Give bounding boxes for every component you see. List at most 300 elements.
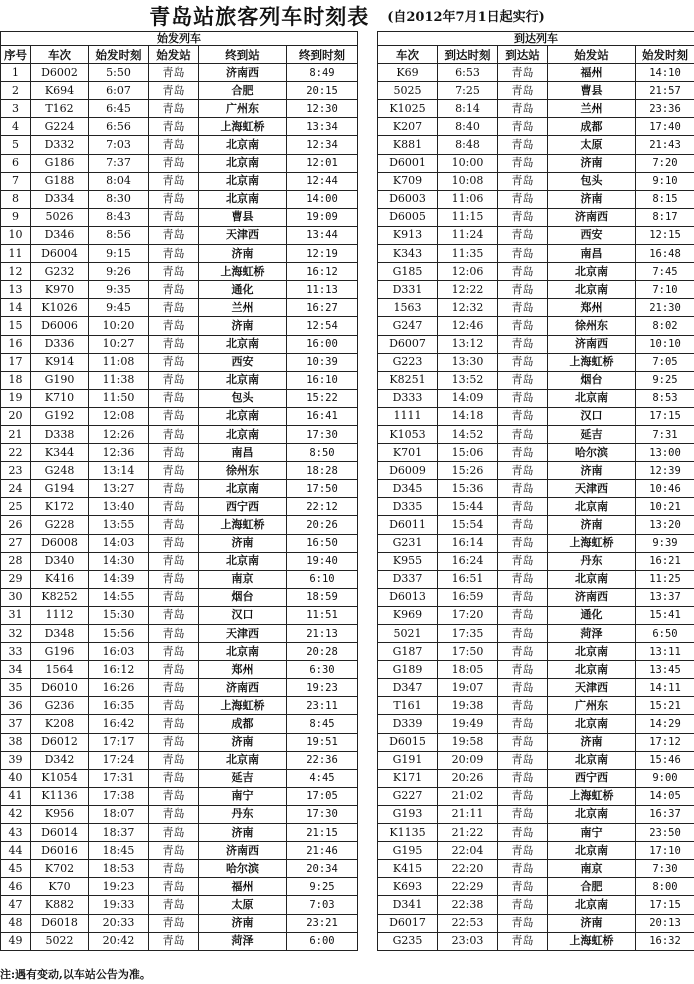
arrivals-row bbox=[378, 64, 694, 82]
departures-cell: K70 bbox=[31, 878, 89, 896]
departures-cell: 13:40 bbox=[89, 498, 149, 516]
arrivals-row bbox=[378, 190, 694, 208]
arrivals-cell: 20:26 bbox=[438, 769, 498, 787]
arrivals-cell: 北京南 bbox=[548, 570, 636, 588]
arrivals-cell: 青岛 bbox=[498, 824, 548, 842]
departures-cell: 49 bbox=[1, 932, 31, 950]
departures-cell: 25 bbox=[1, 498, 31, 516]
departures-cell: 北京南 bbox=[199, 154, 287, 172]
departures-cell: 3 bbox=[1, 100, 31, 118]
departures-cell: 13:14 bbox=[89, 462, 149, 480]
departures-cell: G232 bbox=[31, 263, 89, 281]
departures-row bbox=[1, 588, 358, 606]
arrivals-cell: D6003 bbox=[378, 190, 438, 208]
departures-cell: 19 bbox=[1, 389, 31, 407]
departures-cell: D346 bbox=[31, 226, 89, 244]
arrivals-cell: 15:36 bbox=[438, 480, 498, 498]
departures-cell: 青岛 bbox=[149, 425, 199, 443]
arrivals-cell: D341 bbox=[378, 896, 438, 914]
departures-row bbox=[1, 444, 358, 462]
arrivals-cell: 延吉 bbox=[548, 425, 636, 443]
arrivals-cell: 北京南 bbox=[548, 263, 636, 281]
arrivals-cell: 7:31 bbox=[636, 425, 694, 443]
departures-row bbox=[1, 371, 358, 389]
footer-note: 注:遇有变动,以车站公告为准。 bbox=[0, 968, 151, 981]
arrivals-cell: 北京南 bbox=[548, 842, 636, 860]
arrivals-row bbox=[378, 679, 694, 697]
arrivals-cell: K1025 bbox=[378, 100, 438, 118]
arrivals-cell: 青岛 bbox=[498, 172, 548, 190]
departures-cell: 10:27 bbox=[89, 335, 149, 353]
arrivals-cell: 菏泽 bbox=[548, 625, 636, 643]
arrivals-cell: 北京南 bbox=[548, 281, 636, 299]
arrivals-row bbox=[378, 100, 694, 118]
departures-column-header: 始发站 bbox=[149, 46, 199, 64]
arrivals-cell: 青岛 bbox=[498, 480, 548, 498]
departures-cell: 9:25 bbox=[287, 878, 358, 896]
departures-row bbox=[1, 462, 358, 480]
arrivals-cell: 8:48 bbox=[438, 136, 498, 154]
arrivals-row bbox=[378, 914, 694, 932]
arrivals-cell: 郑州 bbox=[548, 299, 636, 317]
arrivals-cell: 11:25 bbox=[636, 570, 694, 588]
departures-cell: D334 bbox=[31, 190, 89, 208]
departures-cell: 6:45 bbox=[89, 100, 149, 118]
departures-cell: 青岛 bbox=[149, 516, 199, 534]
arrivals-cell: 广州东 bbox=[548, 697, 636, 715]
departures-row bbox=[1, 625, 358, 643]
arrivals-cell: 16:48 bbox=[636, 245, 694, 263]
arrivals-cell: 青岛 bbox=[498, 751, 548, 769]
departures-cell: 18:59 bbox=[287, 588, 358, 606]
departures-cell: 青岛 bbox=[149, 389, 199, 407]
departures-row bbox=[1, 878, 358, 896]
arrivals-cell: 19:07 bbox=[438, 679, 498, 697]
arrivals-cell: 15:41 bbox=[636, 606, 694, 624]
departures-cell: 16:12 bbox=[89, 661, 149, 679]
departures-cell: 青岛 bbox=[149, 805, 199, 823]
arrivals-cell: 18:05 bbox=[438, 661, 498, 679]
departures-cell: 青岛 bbox=[149, 245, 199, 263]
arrivals-cell: 1563 bbox=[378, 299, 438, 317]
arrivals-cell: 北京南 bbox=[548, 643, 636, 661]
arrivals-cell: 青岛 bbox=[498, 118, 548, 136]
arrivals-cell: K969 bbox=[378, 606, 438, 624]
arrivals-cell: 14:10 bbox=[636, 64, 694, 82]
departures-cell: 青岛 bbox=[149, 842, 199, 860]
departures-cell: 北京南 bbox=[199, 751, 287, 769]
departures-row bbox=[1, 245, 358, 263]
arrivals-cell: 青岛 bbox=[498, 733, 548, 751]
arrivals-cell: 济南西 bbox=[548, 588, 636, 606]
departures-cell: K970 bbox=[31, 281, 89, 299]
departures-cell: 11:51 bbox=[287, 606, 358, 624]
departures-cell: 青岛 bbox=[149, 100, 199, 118]
departures-cell: 12:34 bbox=[287, 136, 358, 154]
departures-cell: K702 bbox=[31, 860, 89, 878]
departures-cell: 39 bbox=[1, 751, 31, 769]
departures-cell: G196 bbox=[31, 643, 89, 661]
departures-cell: 青岛 bbox=[149, 570, 199, 588]
departures-cell: 13:55 bbox=[89, 516, 149, 534]
departures-cell: 16:35 bbox=[89, 697, 149, 715]
departures-cell: 27 bbox=[1, 534, 31, 552]
arrivals-cell: 10:08 bbox=[438, 172, 498, 190]
arrivals-cell: 青岛 bbox=[498, 136, 548, 154]
departures-cell: 19:40 bbox=[287, 552, 358, 570]
arrivals-cell: D333 bbox=[378, 389, 438, 407]
arrivals-cell: 徐州东 bbox=[548, 317, 636, 335]
arrivals-cell: 北京南 bbox=[548, 805, 636, 823]
departures-cell: K172 bbox=[31, 498, 89, 516]
departures-cell: 徐州东 bbox=[199, 462, 287, 480]
departures-cell: 北京南 bbox=[199, 407, 287, 425]
departures-cell: 17:05 bbox=[287, 787, 358, 805]
departures-cell: 12:26 bbox=[89, 425, 149, 443]
arrivals-cell: 12:15 bbox=[636, 226, 694, 244]
arrivals-cell: 青岛 bbox=[498, 281, 548, 299]
departures-cell: 汉口 bbox=[199, 606, 287, 624]
arrivals-cell: 北京南 bbox=[548, 896, 636, 914]
departures-cell: 18 bbox=[1, 371, 31, 389]
arrivals-cell: 17:20 bbox=[438, 606, 498, 624]
arrivals-cell: 7:20 bbox=[636, 154, 694, 172]
arrivals-cell: 13:45 bbox=[636, 661, 694, 679]
departures-cell: 青岛 bbox=[149, 299, 199, 317]
departures-cell: 45 bbox=[1, 860, 31, 878]
departures-cell: 14 bbox=[1, 299, 31, 317]
arrivals-row bbox=[378, 172, 694, 190]
arrivals-cell: 15:54 bbox=[438, 516, 498, 534]
departures-cell: 37 bbox=[1, 715, 31, 733]
arrivals-cell: 青岛 bbox=[498, 462, 548, 480]
departures-cell: D338 bbox=[31, 425, 89, 443]
departures-cell: 28 bbox=[1, 552, 31, 570]
arrivals-cell: 南昌 bbox=[548, 245, 636, 263]
departures-cell: 48 bbox=[1, 914, 31, 932]
departures-cell: 6:10 bbox=[287, 570, 358, 588]
departures-cell: 11:08 bbox=[89, 353, 149, 371]
arrivals-cell: T161 bbox=[378, 697, 438, 715]
departures-cell: 11:38 bbox=[89, 371, 149, 389]
departures-cell: K208 bbox=[31, 715, 89, 733]
arrivals-body bbox=[378, 64, 694, 951]
arrivals-cell: K693 bbox=[378, 878, 438, 896]
arrivals-cell: 汉口 bbox=[548, 407, 636, 425]
departures-cell: 1564 bbox=[31, 661, 89, 679]
departures-cell: 青岛 bbox=[149, 914, 199, 932]
departures-cell: 26 bbox=[1, 516, 31, 534]
arrivals-cell: G193 bbox=[378, 805, 438, 823]
departures-cell: 44 bbox=[1, 842, 31, 860]
arrivals-cell: 青岛 bbox=[498, 860, 548, 878]
departures-cell: 17 bbox=[1, 353, 31, 371]
departures-cell: 青岛 bbox=[149, 480, 199, 498]
arrivals-cell: 22:04 bbox=[438, 842, 498, 860]
departures-cell: 青岛 bbox=[149, 552, 199, 570]
departures-cell: 北京南 bbox=[199, 425, 287, 443]
arrivals-cell: 14:29 bbox=[636, 715, 694, 733]
departures-cell: 23 bbox=[1, 462, 31, 480]
departures-cell: 23:11 bbox=[287, 697, 358, 715]
departures-cell: 32 bbox=[1, 625, 31, 643]
arrivals-cell: 济南 bbox=[548, 733, 636, 751]
departures-cell: D6010 bbox=[31, 679, 89, 697]
departures-cell: G236 bbox=[31, 697, 89, 715]
departures-cell: 8:45 bbox=[287, 715, 358, 733]
arrivals-cell: 8:15 bbox=[636, 190, 694, 208]
arrivals-cell: 13:12 bbox=[438, 335, 498, 353]
departures-cell: G248 bbox=[31, 462, 89, 480]
arrivals-row bbox=[378, 245, 694, 263]
departures-cell: 9:45 bbox=[89, 299, 149, 317]
departures-cell: 5022 bbox=[31, 932, 89, 950]
departures-cell: 5 bbox=[1, 136, 31, 154]
arrivals-column-header: 到达站 bbox=[498, 46, 548, 64]
departures-cell: 青岛 bbox=[149, 860, 199, 878]
arrivals-cell: 11:35 bbox=[438, 245, 498, 263]
departures-cell: 青岛 bbox=[149, 190, 199, 208]
arrivals-cell: 青岛 bbox=[498, 588, 548, 606]
arrivals-row bbox=[378, 335, 694, 353]
arrivals-cell: 青岛 bbox=[498, 335, 548, 353]
departures-cell: 4:45 bbox=[287, 769, 358, 787]
departures-table bbox=[0, 31, 358, 951]
arrivals-cell: 9:39 bbox=[636, 534, 694, 552]
arrivals-cell: 青岛 bbox=[498, 914, 548, 932]
arrivals-cell: 14:09 bbox=[438, 389, 498, 407]
arrivals-cell: 22:29 bbox=[438, 878, 498, 896]
arrivals-row bbox=[378, 498, 694, 516]
departures-cell: D6018 bbox=[31, 914, 89, 932]
arrivals-cell: 济南 bbox=[548, 516, 636, 534]
departures-cell: 北京南 bbox=[199, 190, 287, 208]
departures-row bbox=[1, 824, 358, 842]
departures-row bbox=[1, 842, 358, 860]
departures-row bbox=[1, 335, 358, 353]
arrivals-cell: 21:11 bbox=[438, 805, 498, 823]
arrivals-cell: 上海虹桥 bbox=[548, 534, 636, 552]
arrivals-cell: 青岛 bbox=[498, 407, 548, 425]
departures-row bbox=[1, 136, 358, 154]
arrivals-cell: 16:51 bbox=[438, 570, 498, 588]
departures-cell: 北京南 bbox=[199, 480, 287, 498]
arrivals-cell: G191 bbox=[378, 751, 438, 769]
arrivals-cell: 7:25 bbox=[438, 82, 498, 100]
arrivals-cell: 济南 bbox=[548, 462, 636, 480]
departures-cell: 济南西 bbox=[199, 842, 287, 860]
departures-cell: 7:03 bbox=[287, 896, 358, 914]
arrivals-row bbox=[378, 661, 694, 679]
arrivals-cell: 烟台 bbox=[548, 371, 636, 389]
departures-cell: 西宁西 bbox=[199, 498, 287, 516]
arrivals-row bbox=[378, 425, 694, 443]
departures-cell: 20:28 bbox=[287, 643, 358, 661]
departures-column-header: 车次 bbox=[31, 46, 89, 64]
departures-cell: 南昌 bbox=[199, 444, 287, 462]
departures-cell: 青岛 bbox=[149, 715, 199, 733]
departures-cell: 青岛 bbox=[149, 896, 199, 914]
departures-cell: 16:00 bbox=[287, 335, 358, 353]
arrivals-row bbox=[378, 281, 694, 299]
departures-cell: 40 bbox=[1, 769, 31, 787]
departures-cell: D348 bbox=[31, 625, 89, 643]
departures-cell: G190 bbox=[31, 371, 89, 389]
departures-cell: 上海虹桥 bbox=[199, 118, 287, 136]
arrivals-cell: 青岛 bbox=[498, 317, 548, 335]
departures-column-header: 始发时刻 bbox=[89, 46, 149, 64]
departures-cell: 青岛 bbox=[149, 697, 199, 715]
arrivals-cell: 8:17 bbox=[636, 208, 694, 226]
departures-header-row bbox=[1, 46, 358, 64]
departures-cell: 天津西 bbox=[199, 226, 287, 244]
departures-cell: 上海虹桥 bbox=[199, 263, 287, 281]
departures-row bbox=[1, 679, 358, 697]
departures-cell: 8:43 bbox=[89, 208, 149, 226]
departures-cell: 20:42 bbox=[89, 932, 149, 950]
arrivals-row bbox=[378, 932, 694, 950]
departures-cell: 青岛 bbox=[149, 371, 199, 389]
departures-cell: K710 bbox=[31, 389, 89, 407]
arrivals-row bbox=[378, 516, 694, 534]
departures-cell: 济南 bbox=[199, 317, 287, 335]
departures-cell: 43 bbox=[1, 824, 31, 842]
departures-cell: 青岛 bbox=[149, 769, 199, 787]
departures-cell: 22:36 bbox=[287, 751, 358, 769]
departures-cell: 33 bbox=[1, 643, 31, 661]
arrivals-row bbox=[378, 82, 694, 100]
arrivals-cell: 10:21 bbox=[636, 498, 694, 516]
arrivals-cell: 青岛 bbox=[498, 679, 548, 697]
arrivals-cell: 济南西 bbox=[548, 335, 636, 353]
departures-cell: 青岛 bbox=[149, 625, 199, 643]
arrivals-cell: D6007 bbox=[378, 335, 438, 353]
arrivals-cell: D6015 bbox=[378, 733, 438, 751]
departures-cell: 济南 bbox=[199, 914, 287, 932]
departures-cell: 11:13 bbox=[287, 281, 358, 299]
departures-cell: D6002 bbox=[31, 64, 89, 82]
departures-cell: 9 bbox=[1, 208, 31, 226]
arrivals-cell: D6001 bbox=[378, 154, 438, 172]
timetable-tables bbox=[0, 31, 694, 969]
arrivals-cell: 包头 bbox=[548, 172, 636, 190]
arrivals-cell: 7:10 bbox=[636, 281, 694, 299]
departures-cell: 13:34 bbox=[287, 118, 358, 136]
arrivals-cell: 青岛 bbox=[498, 299, 548, 317]
arrivals-cell: 济南 bbox=[548, 190, 636, 208]
departures-cell: 8:50 bbox=[287, 444, 358, 462]
departures-cell: 青岛 bbox=[149, 733, 199, 751]
departures-cell: 12:44 bbox=[287, 172, 358, 190]
arrivals-row bbox=[378, 842, 694, 860]
arrivals-row bbox=[378, 154, 694, 172]
arrivals-cell: 21:57 bbox=[636, 82, 694, 100]
arrivals-row bbox=[378, 697, 694, 715]
departures-cell: 12:19 bbox=[287, 245, 358, 263]
departures-row bbox=[1, 263, 358, 281]
arrivals-row bbox=[378, 787, 694, 805]
departures-cell: 21:13 bbox=[287, 625, 358, 643]
arrivals-cell: 上海虹桥 bbox=[548, 932, 636, 950]
departures-cell: 19:51 bbox=[287, 733, 358, 751]
departures-cell: 青岛 bbox=[149, 787, 199, 805]
arrivals-cell: 青岛 bbox=[498, 715, 548, 733]
departures-cell: 18:37 bbox=[89, 824, 149, 842]
arrivals-cell: 北京南 bbox=[548, 389, 636, 407]
arrivals-cell: 北京南 bbox=[548, 715, 636, 733]
arrivals-row bbox=[378, 462, 694, 480]
arrivals-cell: G187 bbox=[378, 643, 438, 661]
arrivals-cell: 23:50 bbox=[636, 824, 694, 842]
departures-cell: 8:04 bbox=[89, 172, 149, 190]
arrivals-cell: 青岛 bbox=[498, 82, 548, 100]
departures-cell: 12 bbox=[1, 263, 31, 281]
arrivals-row bbox=[378, 552, 694, 570]
arrivals-cell: 15:44 bbox=[438, 498, 498, 516]
departures-cell: K8252 bbox=[31, 588, 89, 606]
arrivals-cell: 青岛 bbox=[498, 498, 548, 516]
departures-cell: 青岛 bbox=[149, 643, 199, 661]
departures-cell: 通化 bbox=[199, 281, 287, 299]
departures-row bbox=[1, 606, 358, 624]
departures-cell: 12:01 bbox=[287, 154, 358, 172]
departures-cell: 北京南 bbox=[199, 371, 287, 389]
arrivals-cell: 13:37 bbox=[636, 588, 694, 606]
arrivals-cell: 青岛 bbox=[498, 100, 548, 118]
departures-cell: 合肥 bbox=[199, 82, 287, 100]
departures-cell: 青岛 bbox=[149, 281, 199, 299]
departures-row bbox=[1, 552, 358, 570]
departures-cell: 18:07 bbox=[89, 805, 149, 823]
departures-cell: 11:50 bbox=[89, 389, 149, 407]
departures-cell: 8:56 bbox=[89, 226, 149, 244]
arrivals-cell: 12:32 bbox=[438, 299, 498, 317]
arrivals-cell: 1111 bbox=[378, 407, 438, 425]
effective-date: (自2012年7月1日起实行) bbox=[387, 10, 545, 25]
departures-cell: 6:30 bbox=[287, 661, 358, 679]
departures-cell: 郑州 bbox=[199, 661, 287, 679]
departures-cell: 16:41 bbox=[287, 407, 358, 425]
arrivals-row bbox=[378, 299, 694, 317]
departures-cell: G194 bbox=[31, 480, 89, 498]
departures-cell: 7:03 bbox=[89, 136, 149, 154]
departures-row bbox=[1, 389, 358, 407]
arrivals-cell: 太原 bbox=[548, 136, 636, 154]
departures-cell: 12:54 bbox=[287, 317, 358, 335]
departures-cell: 17:30 bbox=[287, 805, 358, 823]
departures-cell: 福州 bbox=[199, 878, 287, 896]
arrivals-row bbox=[378, 805, 694, 823]
departures-cell: 青岛 bbox=[149, 353, 199, 371]
arrivals-cell: 21:22 bbox=[438, 824, 498, 842]
departures-cell: 8 bbox=[1, 190, 31, 208]
departures-cell: 20 bbox=[1, 407, 31, 425]
departures-cell: 太原 bbox=[199, 896, 287, 914]
departures-cell: T162 bbox=[31, 100, 89, 118]
departures-cell: 青岛 bbox=[149, 208, 199, 226]
departures-cell: 17:24 bbox=[89, 751, 149, 769]
arrivals-cell: D6013 bbox=[378, 588, 438, 606]
departures-cell: 青岛 bbox=[149, 263, 199, 281]
departures-row bbox=[1, 860, 358, 878]
departures-cell: 20:33 bbox=[89, 914, 149, 932]
arrivals-cell: 青岛 bbox=[498, 226, 548, 244]
departures-cell: 17:31 bbox=[89, 769, 149, 787]
departures-cell: D6008 bbox=[31, 534, 89, 552]
departures-cell: 16:12 bbox=[287, 263, 358, 281]
arrivals-cell: G189 bbox=[378, 661, 438, 679]
departures-cell: 7:37 bbox=[89, 154, 149, 172]
